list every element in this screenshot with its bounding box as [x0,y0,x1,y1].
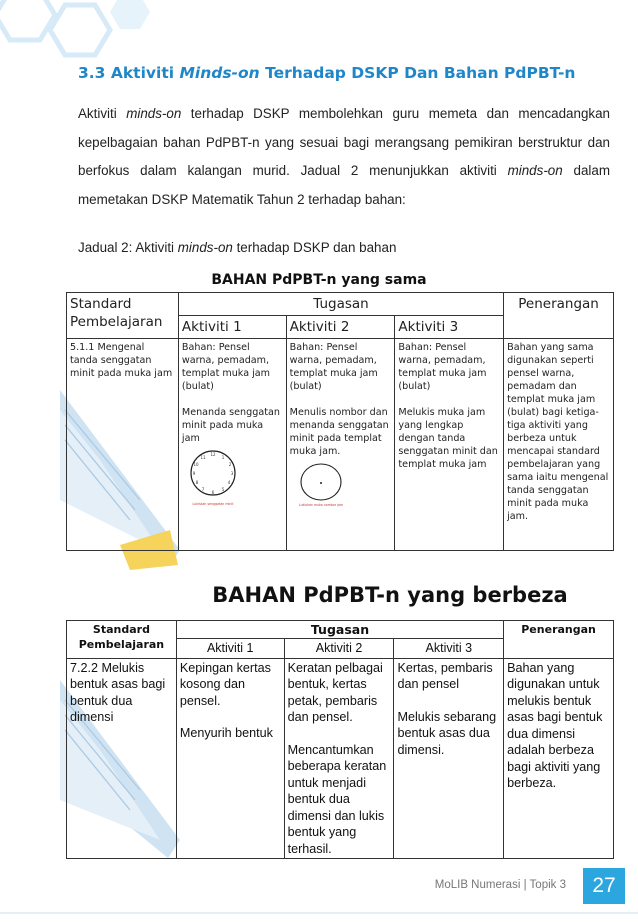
t1-header-tugasan: Tugasan [178,293,503,316]
section-title-pre: Aktiviti [110,64,175,82]
t2-standard-cell: 7.2.2 Melukis bentuk asas bagi bentuk dua dimensi [67,658,177,859]
t1-header-penerangan: Penerangan [504,293,614,339]
t1-standard-cell: 5.1.1 Mengenal tanda senggatan minit pada muka jam [67,339,179,551]
svg-text:2: 2 [228,462,232,467]
t1-header-aktiviti-3: Aktiviti 3 [395,316,504,339]
svg-text:7: 7 [201,487,205,492]
section-number: 3.3 [78,64,106,82]
table2-title: BAHAN PdPBT-n yang berbeza [212,583,568,607]
clock2-caption: Lukiskan muka nombor jam [298,503,343,507]
svg-text:12: 12 [210,452,216,457]
t1-penerangan-cell: Bahan yang sama digunakan seperti pensel warna, pemadam dan templat muka jam (bulat) bagi ketiga-tiga aktiviti yang berbeza untuk mencapai standard pembelajaran yang sama iaitu mengenal tanda senggatan minit pada muka jam. [504,339,614,551]
t1-header-aktiviti-2: Aktiviti 2 [286,316,395,339]
svg-text:1: 1 [221,455,225,460]
svg-text:10: 10 [193,462,199,467]
table-caption: Jadual 2: Aktiviti minds-on terhadap DSKP dan bahan [78,240,397,255]
t1-aktiviti-3-cell: Bahan: Pensel warna, pemadam, templat muka jam (bulat) Melukis muka jam yang lengkap dengan tanda senggatan minit dan templat muka jam [395,339,504,551]
svg-text:3: 3 [230,471,234,476]
t2-header-aktiviti-1: Aktiviti 1 [176,639,284,659]
t2-header-tugasan: Tugasan [176,621,503,639]
t1-header-standard: Standard Pembelajaran [67,293,179,339]
t2-aktiviti-1-cell: Kepingan kertas kosong dan pensel. Menyurih bentuk [176,658,284,859]
t2-penerangan-cell: Bahan yang digunakan untuk melukis bentuk asas bagi bentuk dua dimensi adalah berbeza bagi aktiviti yang berbeza. [504,658,614,859]
section-title-italic: Minds-on [179,64,260,82]
hexagon-pattern-decoration [0,0,200,60]
table1-title: BAHAN PdPBT-n yang sama [211,272,427,288]
t2-header-standard: Standard Pembelajaran [67,621,177,659]
blank-clock-face-icon [290,462,352,508]
t1-aktiviti-2-cell: Bahan: Pensel warna, pemadam, templat muka jam (bulat) Menulis nombor dan menanda senggatan minit pada templat muka jam. Lukiskan muka nombor jam [286,339,395,551]
t1-aktiviti-1-cell: Bahan: Pensel warna, pemadam, templat muka jam (bulat) Menanda senggatan minit pada muka jam 12 1 2 3 4 5 6 7 8 9 10 11 Lukiskan senggatan minit [178,339,286,551]
svg-text:11: 11 [200,455,206,460]
clock1-caption: Lukiskan senggatan minit [192,502,234,506]
t1-header-aktiviti-1: Aktiviti 1 [178,316,286,339]
footer-divider [0,912,638,914]
svg-text:9: 9 [192,471,196,476]
t2-aktiviti-2-cell: Keratan pelbagai bentuk, kertas petak, pembaris dan pensel. Mencantumkan beberapa keratan untuk menjadi bentuk dua dimensi dan lukis bentuk yang terhasil. [284,658,394,859]
svg-text:5: 5 [221,487,225,492]
svg-text:8: 8 [195,480,199,485]
footer-text: MoLIB Numerasi | Topik 3 [434,879,566,891]
t2-header-aktiviti-3: Aktiviti 3 [394,639,504,659]
table-same-materials [66,292,614,551]
page-number: 27 [583,868,625,904]
table-different-materials [66,620,614,859]
intro-paragraph: Aktiviti minds-on terhadap DSKP membolehkan guru memeta dan mencadangkan kepelbagaian bahan PdPBT-n yang sesuai bagi merangsang pemikiran berstruktur dan berfokus dalam kalangan murid. Jadual 2 menunjukkan aktiviti minds-on dalam memetakan DSKP Matematik Tahun 2 terhadap bahan: [78,106,610,207]
svg-text:4: 4 [227,480,231,485]
clock-face-icon [182,449,244,507]
section-title [78,64,575,82]
section-title-post: Terhadap DSKP Dan Bahan PdPBT-n [265,64,576,82]
t2-aktiviti-3-cell: Kertas, pembaris dan pensel Melukis sebarang bentuk asas dua dimensi. [394,658,504,859]
t2-header-aktiviti-2: Aktiviti 2 [284,639,394,659]
t2-header-penerangan: Penerangan [504,621,614,659]
svg-text:6: 6 [211,490,215,495]
